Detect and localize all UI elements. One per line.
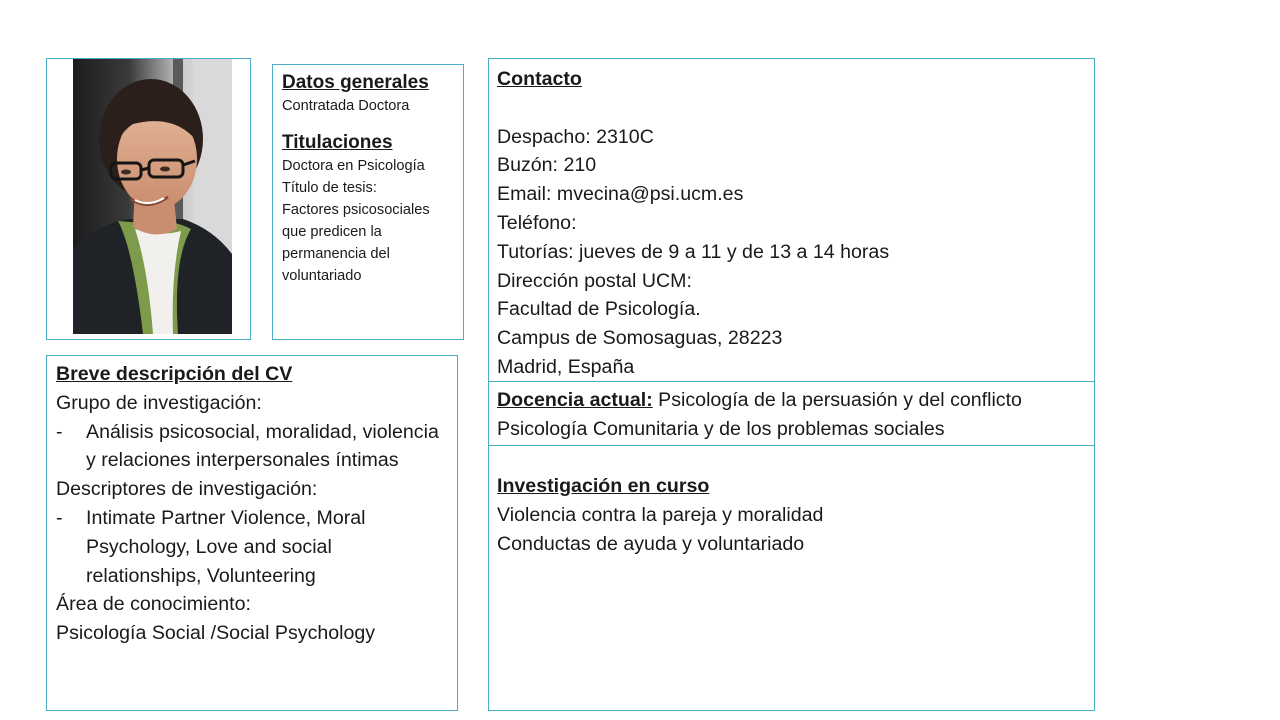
email-text: Email: mvecina@psi.ucm.es <box>497 183 744 206</box>
docencia-line-1 <box>497 386 1086 415</box>
profile-photo <box>73 59 232 334</box>
telefono-text: Teléfono: <box>497 211 577 234</box>
despacho-text: Despacho: 2310C <box>497 125 654 148</box>
thesis-label: Título de tesis: <box>282 180 377 196</box>
address-line-3: Madrid, España <box>497 355 635 378</box>
list-dash: - <box>56 420 63 443</box>
tutorias-text: Tutorías: jueves de 9 a 11 y de 13 a 14 horas <box>497 240 890 263</box>
course-2: Psicología Comunitaria y de los problemas sociales <box>497 417 945 440</box>
thesis-line: Factores psicosociales <box>282 202 430 218</box>
thesis-line: que predicen la <box>282 224 382 240</box>
thesis-line: permanencia del <box>282 246 390 262</box>
investigacion-heading: Investigación en curso <box>497 475 710 497</box>
direccion-label: Dirección postal UCM: <box>497 269 692 292</box>
area-label: Área de conocimiento: <box>56 593 251 616</box>
docencia-panel <box>488 381 1095 446</box>
contacto-panel <box>488 58 1095 382</box>
cv-heading: Breve descripción del CV <box>56 363 293 385</box>
cv-panel <box>46 355 458 711</box>
descriptores-item-text: Intimate Partner Violence, Moral Psychology, Love and social relationships, Volunteering <box>86 506 366 587</box>
docencia-heading: Docencia actual: <box>497 389 653 411</box>
thesis-line: voluntariado <box>282 268 362 284</box>
investigacion-line-2: Conductas de ayuda y voluntariado <box>497 532 805 555</box>
descriptores-label: Descriptores de investigación: <box>56 478 318 501</box>
course-1: Psicología de la persuasión y del conflicto <box>652 389 1022 411</box>
area-value: Psicología Social /Social Psychology <box>56 622 376 645</box>
buzon-text: Buzón: 210 <box>497 154 597 177</box>
address-line-2: Campus de Somosaguas, 28223 <box>497 327 783 350</box>
titulaciones-heading: Titulaciones <box>282 132 393 153</box>
address-line-1: Facultad de Psicología. <box>497 298 701 321</box>
investigacion-panel <box>488 445 1095 711</box>
profile-photo-illustration <box>73 59 232 334</box>
descriptores-list-item <box>56 504 448 590</box>
grupo-label: Grupo de investigación: <box>56 391 262 414</box>
grupo-list-item <box>56 418 448 476</box>
datos-generales-panel <box>272 64 464 340</box>
degree-text: Doctora en Psicología <box>282 158 425 174</box>
contacto-heading: Contacto <box>497 68 582 90</box>
datos-generales-heading: Datos generales <box>282 72 429 93</box>
investigacion-line-1: Violencia contra la pareja y moralidad <box>497 503 824 526</box>
grupo-item-text: Análisis psicosocial, moralidad, violencia y relaciones interpersonales íntimas <box>86 420 439 472</box>
position-text: Contratada Doctora <box>282 98 410 114</box>
list-dash: - <box>56 506 63 529</box>
profile-photo-frame <box>46 58 251 340</box>
